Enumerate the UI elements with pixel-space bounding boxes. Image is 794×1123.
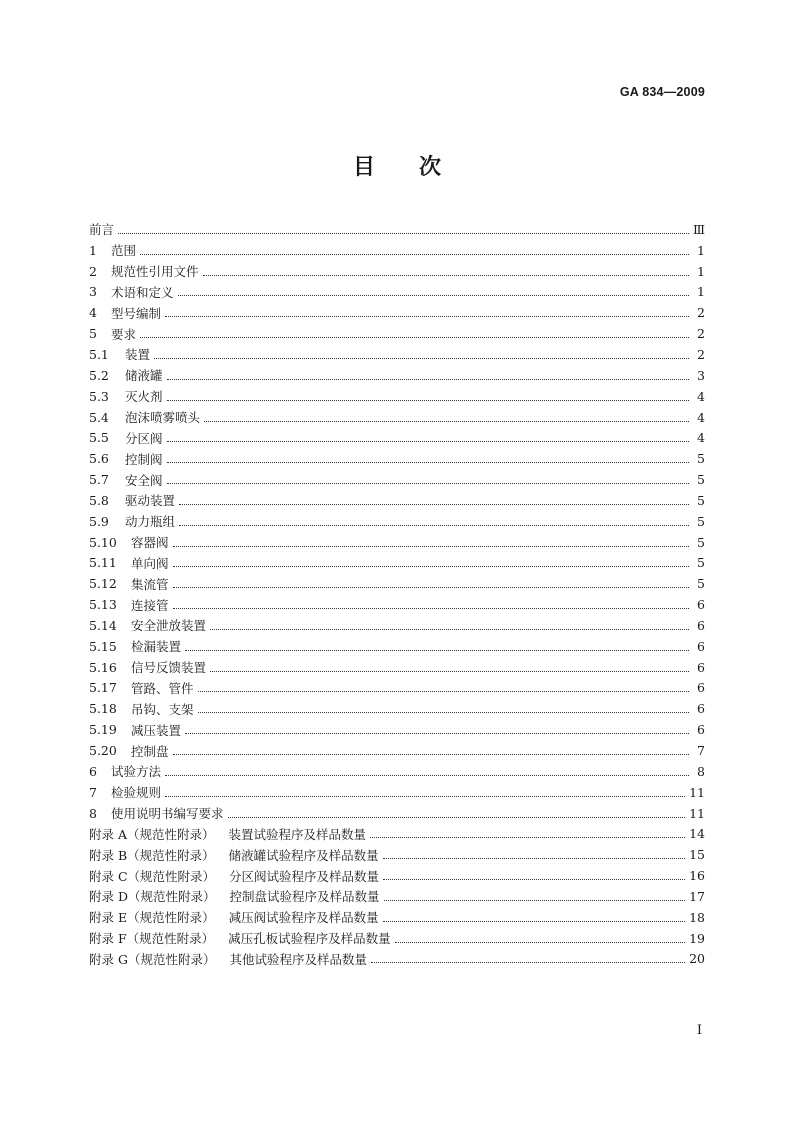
toc-label: 要求	[111, 326, 137, 342]
dot-leader	[140, 254, 689, 255]
toc-page: 15	[689, 847, 705, 863]
dot-leader	[395, 942, 685, 943]
toc-label: 前言	[89, 222, 115, 238]
toc-label: 减压阀试验程序及样品数量	[228, 910, 379, 926]
toc-entry[interactable]	[89, 782, 705, 803]
toc-page: 5	[697, 472, 705, 488]
toc-number: 5.11	[89, 555, 117, 571]
dot-leader	[167, 483, 689, 484]
toc-label: 驱动装置	[125, 493, 176, 509]
toc-page: 11	[689, 805, 705, 821]
toc-entry[interactable]	[89, 761, 705, 782]
toc-entry[interactable]	[89, 865, 705, 886]
toc-label: 储液罐	[125, 368, 163, 384]
dot-leader	[185, 733, 689, 734]
toc-page: 6	[697, 617, 705, 633]
toc-label: 单向阀	[131, 555, 169, 571]
dot-leader	[167, 462, 689, 463]
toc-entry[interactable]	[89, 532, 705, 553]
toc-entry[interactable]	[89, 511, 705, 532]
dot-leader	[383, 879, 685, 880]
dot-leader	[178, 295, 689, 296]
toc-label: 减压装置	[131, 722, 182, 738]
dot-leader	[173, 566, 689, 567]
toc-entry[interactable]	[89, 240, 705, 261]
toc-entry[interactable]	[89, 302, 705, 323]
toc-entry[interactable]	[89, 407, 705, 428]
toc-number: 7	[89, 784, 97, 800]
toc-page: 4	[697, 409, 705, 425]
dot-leader	[383, 921, 685, 922]
dot-leader	[185, 650, 689, 651]
toc-number: 5.14	[89, 617, 117, 633]
toc-page: 5	[697, 534, 705, 550]
toc-page: 6	[697, 638, 705, 654]
dot-leader	[173, 587, 689, 588]
toc-number: 5.18	[89, 701, 117, 717]
toc-number: 5.8	[89, 492, 109, 508]
toc-entry[interactable]	[89, 844, 705, 865]
toc-page: 2	[697, 326, 705, 342]
toc-label: 安全阀	[125, 472, 163, 488]
toc-number: 5.6	[89, 451, 109, 467]
toc-page: 6	[697, 597, 705, 613]
toc-page: 1	[697, 242, 705, 258]
toc-number: 附录 A（规范性附录）	[89, 826, 215, 842]
toc-number: 6	[89, 763, 97, 779]
dot-leader	[154, 358, 689, 359]
toc-label: 控制盘	[131, 743, 169, 759]
toc-label: 吊钩、支架	[131, 701, 194, 717]
toc-entry[interactable]	[89, 803, 705, 824]
toc-label: 安全泄放装置	[131, 618, 207, 634]
toc-label: 装置	[125, 347, 151, 363]
toc-label: 装置试验程序及样品数量	[228, 826, 367, 842]
toc-entry[interactable]	[89, 490, 705, 511]
toc-number: 5.7	[89, 472, 109, 488]
dot-leader	[198, 691, 689, 692]
toc-entry[interactable]	[89, 427, 705, 448]
dot-leader	[165, 796, 685, 797]
toc-page: 16	[689, 868, 705, 884]
toc-label: 减压孔板试验程序及样品数量	[228, 931, 391, 947]
toc-page: 7	[697, 743, 705, 759]
toc-label: 容器阀	[131, 535, 169, 551]
toc-label: 检验规则	[111, 785, 162, 801]
dot-leader	[228, 817, 686, 818]
toc-number: 附录 F（规范性附录）	[89, 931, 215, 947]
toc-page: 2	[697, 346, 705, 362]
toc-label: 术语和定义	[111, 284, 174, 300]
toc-label: 检漏装置	[131, 639, 182, 655]
toc-label: 集流管	[131, 576, 169, 592]
toc-label: 管路、管件	[131, 680, 194, 696]
toc-entry[interactable]	[89, 219, 705, 240]
toc-entry[interactable]	[89, 949, 705, 970]
toc-entry[interactable]	[89, 886, 705, 907]
dot-leader	[371, 962, 685, 963]
toc-page: 5	[697, 451, 705, 467]
toc-entry[interactable]	[89, 636, 705, 657]
toc-page: 1	[697, 284, 705, 300]
toc-entry[interactable]	[89, 469, 705, 490]
page-number: Ⅰ	[696, 1023, 702, 1038]
toc-label: 信号反馈装置	[131, 660, 207, 676]
toc-number: 5.10	[89, 534, 117, 550]
toc-entry[interactable]	[89, 282, 705, 303]
dot-leader	[173, 608, 689, 609]
toc-number: 5.13	[89, 597, 117, 613]
dot-leader	[383, 858, 685, 859]
toc-page: 3	[697, 367, 705, 383]
toc-entry[interactable]	[89, 823, 705, 844]
toc-label: 使用说明书编写要求	[111, 806, 224, 822]
toc-label: 连接管	[131, 597, 169, 613]
toc-entry[interactable]	[89, 678, 705, 699]
standard-code: GA 834—2009	[619, 85, 705, 99]
toc-page: 18	[689, 909, 705, 925]
toc-number: 附录 D（规范性附录）	[89, 889, 216, 905]
toc-number: 5.3	[89, 388, 109, 404]
dot-leader	[167, 441, 689, 442]
toc-label: 型号编制	[111, 305, 162, 321]
toc-page: 19	[689, 930, 705, 946]
toc-page: 4	[697, 388, 705, 404]
dot-leader	[165, 316, 689, 317]
toc-page: 20	[689, 951, 705, 967]
toc-label: 分区阀	[125, 430, 163, 446]
toc-number: 5.20	[89, 743, 117, 759]
toc-label: 控制阀	[125, 451, 163, 467]
toc-number: 附录 B（规范性附录）	[89, 847, 215, 863]
toc-label: 规范性引用文件	[111, 264, 199, 280]
dot-leader	[167, 379, 689, 380]
toc-number: 5.9	[89, 513, 109, 529]
toc-entry[interactable]	[89, 344, 705, 365]
toc-number: 2	[89, 263, 97, 279]
toc-number: 5.16	[89, 659, 117, 675]
dot-leader	[210, 671, 689, 672]
toc-number: 8	[89, 805, 97, 821]
toc-entry[interactable]	[89, 928, 705, 949]
toc-label: 动力瓶组	[125, 514, 176, 530]
toc-entry[interactable]	[89, 261, 705, 282]
toc-label: 灭火剂	[125, 389, 163, 405]
toc-label: 范围	[111, 243, 137, 259]
toc-entry[interactable]	[89, 448, 705, 469]
toc-page: 5	[697, 555, 705, 571]
toc-number: 4	[89, 305, 97, 321]
toc-number: 5.15	[89, 638, 117, 654]
toc-label: 试验方法	[111, 764, 162, 780]
toc-page: 6	[697, 701, 705, 717]
toc-number: 5.1	[89, 346, 109, 362]
dot-leader	[204, 421, 689, 422]
toc-number: 附录 E（规范性附录）	[89, 910, 215, 926]
toc-page: 5	[697, 492, 705, 508]
toc-entry[interactable]	[89, 553, 705, 574]
dot-leader	[118, 233, 689, 234]
toc-page: 14	[689, 826, 705, 842]
dot-leader	[198, 712, 689, 713]
title-char-1: 目	[352, 155, 375, 180]
toc-page: 1	[697, 263, 705, 279]
dot-leader	[167, 400, 689, 401]
toc-page: 11	[689, 784, 705, 800]
toc-number: 5.2	[89, 367, 109, 383]
toc-entry[interactable]	[89, 657, 705, 678]
toc-page: 4	[697, 430, 705, 446]
toc-page: 5	[697, 576, 705, 592]
page-title	[0, 150, 794, 181]
toc-entry[interactable]	[89, 386, 705, 407]
dot-leader	[210, 629, 689, 630]
toc-entry[interactable]	[89, 740, 705, 761]
dot-leader	[173, 754, 689, 755]
toc-entry[interactable]	[89, 615, 705, 636]
toc-page: 6	[697, 722, 705, 738]
toc-number: 5.4	[89, 409, 109, 425]
toc-label: 泡沫喷雾喷头	[125, 410, 201, 426]
dot-leader	[203, 275, 689, 276]
dot-leader	[370, 837, 685, 838]
toc-entry[interactable]	[89, 365, 705, 386]
toc-number: 附录 G（规范性附录）	[89, 951, 216, 967]
toc-number: 5	[89, 326, 97, 342]
toc-page: 8	[697, 763, 705, 779]
dot-leader	[384, 900, 686, 901]
toc-entry[interactable]	[89, 719, 705, 740]
toc-number: 5.5	[89, 430, 109, 446]
toc-number: 1	[89, 242, 97, 258]
toc-entry[interactable]	[89, 323, 705, 344]
toc-page: 17	[689, 888, 705, 904]
dot-leader	[165, 775, 689, 776]
toc-page: 5	[697, 513, 705, 529]
toc-page: 6	[697, 680, 705, 696]
toc-number: 附录 C（规范性附录）	[89, 868, 216, 884]
dot-leader	[173, 546, 689, 547]
dot-leader	[179, 504, 689, 505]
toc-page: Ⅲ	[692, 221, 705, 237]
toc-label: 其他试验程序及样品数量	[229, 951, 367, 967]
toc-entry[interactable]	[89, 698, 705, 719]
toc-label: 储液罐试验程序及样品数量	[228, 847, 379, 863]
toc-page: 2	[697, 305, 705, 321]
title-char-2: 次	[419, 155, 442, 180]
toc-number: 5.17	[89, 680, 117, 696]
dot-leader	[179, 525, 689, 526]
toc-page: 6	[697, 659, 705, 675]
table-of-contents	[89, 219, 705, 969]
toc-entry[interactable]	[89, 573, 705, 594]
dot-leader	[140, 337, 689, 338]
toc-number: 3	[89, 284, 97, 300]
toc-entry[interactable]	[89, 907, 705, 928]
toc-label: 分区阀试验程序及样品数量	[229, 868, 380, 884]
toc-label: 控制盘试验程序及样品数量	[229, 889, 380, 905]
toc-number: 5.12	[89, 576, 117, 592]
toc-number: 5.19	[89, 722, 117, 738]
toc-entry[interactable]	[89, 594, 705, 615]
